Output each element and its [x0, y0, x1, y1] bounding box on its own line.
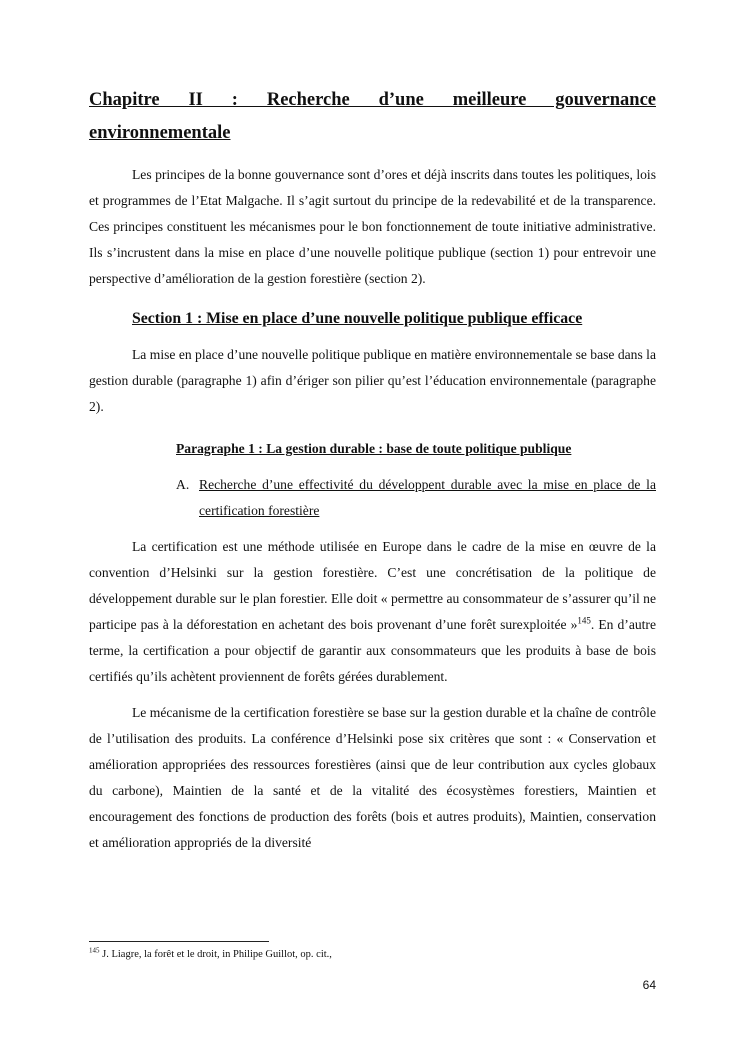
paragraph-1-title: Paragraphe 1 : La gestion durable : base de toute politique publique	[176, 441, 572, 456]
certification-paragraph	[89, 534, 656, 690]
subsection-a-title: Recherche d’une effectivité du développent durable avec la mise en place de la certification forestière	[199, 477, 656, 518]
footnote-text: J. Liagre, la forêt et le droit, in Philipe Guillot, op. cit.,	[99, 949, 332, 960]
chapter-title-line2: environnementale	[89, 123, 231, 143]
intro-paragraph: Les principes de la bonne gouvernance sont d’ores et déjà inscrits dans toutes les politiques, lois et programmes de l’Etat Malgache. Il s’agit surtout du principe de la redevabilité et de la transparence. Ces principes constituent les mécanismes pour le bon fonctionnement de toute initiative administrative. Ils s’incrustent dans la mise en place d’une nouvelle politique publique (section 1) pour entrevoir une perspective d’amélioration de la gestion forestière (section 2).	[89, 167, 656, 286]
section-1-title: Section 1 : Mise en place d’une nouvelle politique publique efficace	[132, 310, 583, 327]
chapter-title-line1: Chapitre II : Recherche d’une meilleure gouvernance	[89, 90, 656, 110]
footnote-number: 145	[89, 946, 100, 955]
certification-paragraph-part2: . En d’autre terme, la certification a pour objectif de garantir aux consommateurs que les produits à base de bois certifiés qu’ils achètent proviennent de forêts gérées durablement.	[89, 617, 656, 684]
subsection-a-letter: A.	[176, 477, 190, 492]
certification-paragraph-part1: La certification est une méthode utilisée en Europe dans le cadre de la mise en œuvre de la convention d’Helsinki sur la gestion forestière. C’est une concrétisation de la politique de développement durable sur le plan forestier. Elle doit « permettre au consommateur de s’assurer qu’il ne participe pas à la déforestation en achetant des bois provenant d’une forêt surexploitée »	[89, 539, 656, 632]
footnote	[89, 948, 332, 962]
subsection-a	[176, 472, 656, 524]
footnote-reference[interactable]: 145	[577, 615, 591, 626]
mechanism-paragraph: Le mécanisme de la certification forestière se base sur la gestion durable et la chaîne de contrôle de l’utilisation des produits. La conférence d’Helsinki pose six critères que sont : « Conservation et amélioration appropriées des ressources forestières (ainsi que de leur contribution aux cycles globaux du carbone), Maintien de la santé et de la vitalité des écosystèmes forestiers, Maintien et encouragement des fonctions de production des forêts (bois et autres produits), Maintien, conservation et amélioration appropriés de la diversité	[89, 705, 656, 850]
page-number: 64	[642, 978, 656, 992]
chapter-title	[89, 84, 656, 150]
section-1-paragraph: La mise en place d’une nouvelle politique publique en matière environnementale se base dans la gestion durable (paragraphe 1) afin d’ériger son pilier qu’est l’éducation environnementale (paragraphe 2).	[89, 347, 656, 414]
footnote-divider	[89, 941, 269, 942]
page-content	[89, 84, 656, 856]
